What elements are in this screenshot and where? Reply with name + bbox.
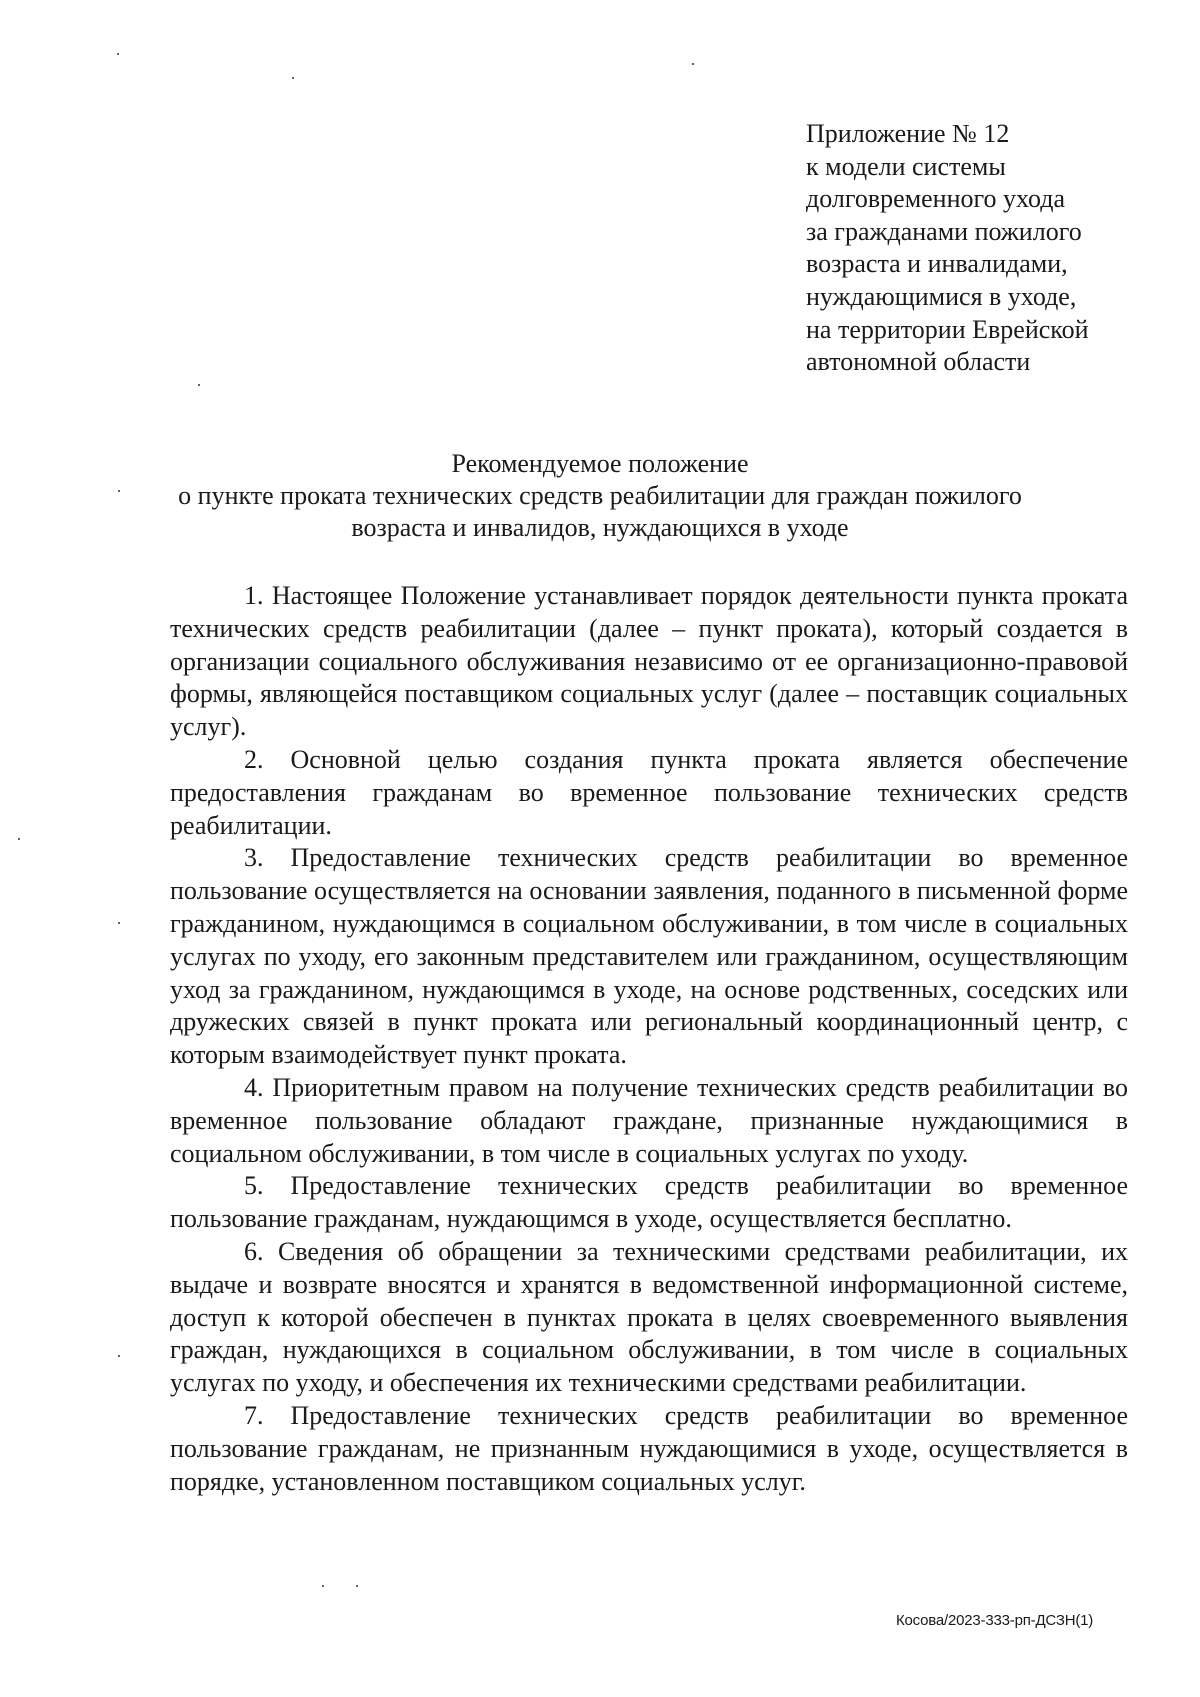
scan-speck bbox=[118, 922, 120, 924]
scan-speck bbox=[118, 1355, 120, 1357]
annex-line: за гражданами пожилого bbox=[806, 216, 1082, 246]
paragraph-5: 5. Предоставление технических средств реабилитации во временное пользование гражданам, нуждающимся в уходе, осуществляется бесплатно. bbox=[170, 1171, 1128, 1234]
title-line: Рекомендуемое положение bbox=[451, 449, 749, 478]
annex-line: Приложение № 12 bbox=[806, 119, 1010, 148]
scan-speck bbox=[18, 838, 20, 840]
paragraph-1: 1. Настоящее Положение устанавливает порядок деятельности пункта проката технических средств реабилитации (далее – пункт проката), который создается в организации социального обслуживания независимо от ее организационно-правовой формы, являющейся поставщиком социальных услуг (далее – поставщик социальных услуг). bbox=[170, 581, 1128, 742]
scan-speck bbox=[692, 63, 694, 65]
paragraph-7: 7. Предоставление технических средств реабилитации во временное пользование гражданам, не признанным нуждающимися в уходе, осуществляется в порядке, установленном поставщиком социальных услуг. bbox=[170, 1400, 1128, 1496]
scan-speck bbox=[356, 1585, 358, 1587]
title-line: возраста и инвалидов, нуждающихся в уходе bbox=[351, 513, 849, 542]
scan-speck bbox=[322, 1585, 324, 1587]
document-code: Косова/2023-333-рп-ДСЗН(1) bbox=[896, 1612, 1094, 1629]
scan-speck bbox=[117, 53, 119, 55]
paragraph-6: 6. Сведения об обращении за техническими средствами реабилитации, их выдаче и возврате вносятся и хранятся в ведомственной информационной системе, доступ к которой обеспечен в пунктах проката в целях своевременного выявления граждан, нуждающихся в социальном обслуживании, в том числе в социальных услугах по уходу, и обеспечения их техническими средствами реабилитации. bbox=[170, 1236, 1128, 1398]
annex-line: долговременного ухода bbox=[806, 184, 1066, 214]
paragraph-3: 3. Предоставление технических средств реабилитации во временное пользование осуществляется на основании заявления, поданного в письменной форме гражданином, нуждающимся в социальном обслуживании, в том числе в социальных услугах по уходу, его законным представителем или гражданином, осуществляющим уход за гражданином, нуждающимся в уходе, на основе родственных, соседских или дружеских связей в пункт проката или региональный координационный центр, с которым взаимодействует пункт проката. bbox=[170, 843, 1128, 1070]
scan-speck bbox=[198, 384, 200, 386]
annex-line: автономной области bbox=[806, 347, 1031, 377]
paragraph-2: 2. Основной целью создания пункта проката является обеспечение предоставления гражданам во временное пользование технических средств реабилитации. bbox=[170, 744, 1128, 840]
annex-line: на территории Еврейской bbox=[806, 314, 1089, 344]
annex-line: нуждающимися в уходе, bbox=[806, 281, 1077, 311]
document-body bbox=[170, 580, 1128, 1498]
paragraph-4: 4. Приоритетным правом на получение технических средств реабилитации во временное пользование обладают граждане, признанные нуждающимися в социальном обслуживании, в том числе в социальных услугах по уходу. bbox=[170, 1072, 1128, 1168]
annex-line: возраста и инвалидами, bbox=[806, 249, 1068, 279]
document-title bbox=[0, 448, 1200, 544]
scan-speck bbox=[292, 77, 294, 79]
annex-line: к модели системы bbox=[806, 151, 1006, 181]
title-line: о пункте проката технических средств реабилитации для граждан пожилого bbox=[178, 481, 1022, 510]
annex-header bbox=[806, 118, 1186, 379]
